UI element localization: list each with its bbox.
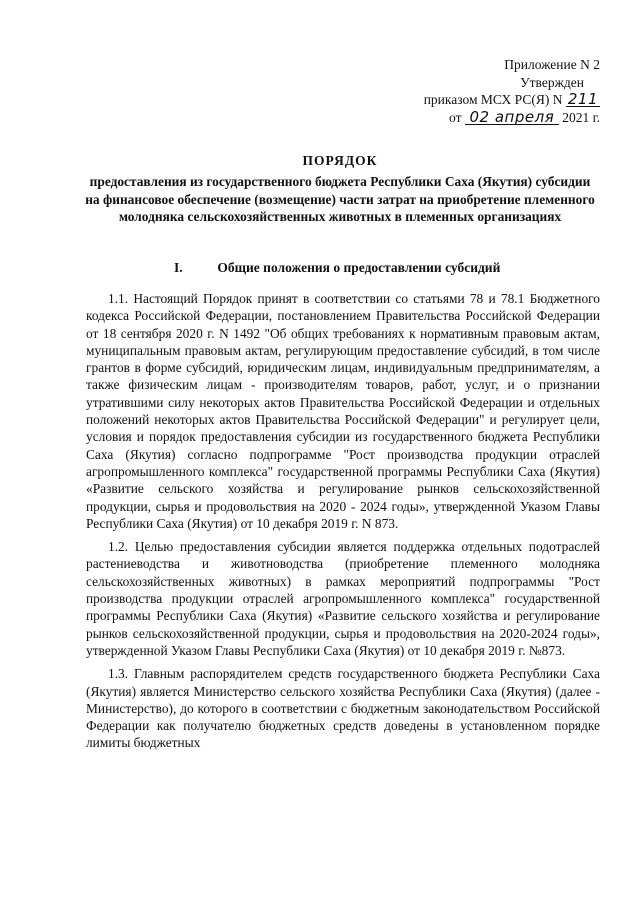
date-prefix: от — [449, 109, 462, 125]
order-number-handwritten: 211 — [567, 90, 598, 108]
approved-label: Утвержден — [520, 74, 584, 90]
paragraph-1-3: 1.3. Главным распорядителем средств государственного бюджета Республики Саха (Якутия) является Министерство сельского хозяйства Республики Саха (Якутия) (далее - Министерство), до которого в соответствии с бюджетным законодательством Российской Федерации как получателю бюджетных средств доведены в установленном порядке лимиты бюджетных — [86, 666, 600, 751]
section-heading — [174, 260, 574, 276]
appendix-label: Приложение N 2 — [504, 57, 600, 72]
document-subtitle: предоставления из государственного бюджета Республики Саха (Якутия) субсидии на финансовое обеспечение (возмещение) части затрат на приобретение племенного молодняка сельскохозяйственных животных в племенных организациях — [85, 174, 595, 225]
approval-header — [340, 56, 600, 126]
paragraph-1-2: 1.2. Целью предоставления субсидии является поддержка отдельных подотраслей растениеводства и животноводства (приобретение племенного молодняка сельскохозяйственных животных) в рамках мероприятий подпрограммы "Рост производства продукции отраслей агропромышленного комплекса" государственной программы Республики Саха (Якутия) «Развитие сельского хозяйства и регулирование рынков сельскохозяйственной продукции, сырья и продовольствия на 2020-2024 годы», утвержденной Указом Главы Республики Саха (Якутия) от 10 декабря 2019 г. №873. — [86, 539, 600, 658]
section-number: I. — [174, 260, 183, 275]
date-suffix: 2021 г. — [562, 109, 600, 125]
order-prefix: приказом МСХ РС(Я) N — [423, 92, 563, 107]
order-line — [340, 91, 600, 109]
paragraph-1-1: 1.1. Настоящий Порядок принят в соответствии со статьями 78 и 78.1 Бюджетного кодекса Российской Федерации, постановлением Правительства Российской Федерации от 18 сентября 2020 г. N 1492 "Об общих требованиях к нормативным правовым актам, муниципальным правовым актам, регулирующим предоставление субсидий, в том числе грантов в форме субсидий, юридическим лицам, индивидуальным предпринимателям, а также физическим лицам - производителям товаров, работ, услуг, и о признании утратившими силу некоторых актов Правительства Российской Федерации и отдельных положений некоторых актов Правительства Российской Федерации" и регулирует цели, условия и порядок предоставления субсидии из государственного бюджета Республики Саха (Якутия) согласно подпрограмме "Рост производства продукции отраслей агропромышленного комплекса" государственной программы Республики Саха (Якутия) «Развитие сельского хозяйства и регулирование рынков сельскохозяйственной продукции, сырья и продовольствия на 2020 - 2024 годы», утвержденной Указом Главы Республики Саха (Якутия) от 10 декабря 2019 г. N 873. — [86, 291, 600, 531]
document-body — [86, 290, 600, 758]
date-line — [340, 109, 600, 127]
section-title: Общие положения о предоставлении субсидий — [217, 260, 501, 275]
date-handwritten: 02 апреля — [465, 110, 559, 125]
document-title: ПОРЯДОК — [302, 153, 378, 168]
